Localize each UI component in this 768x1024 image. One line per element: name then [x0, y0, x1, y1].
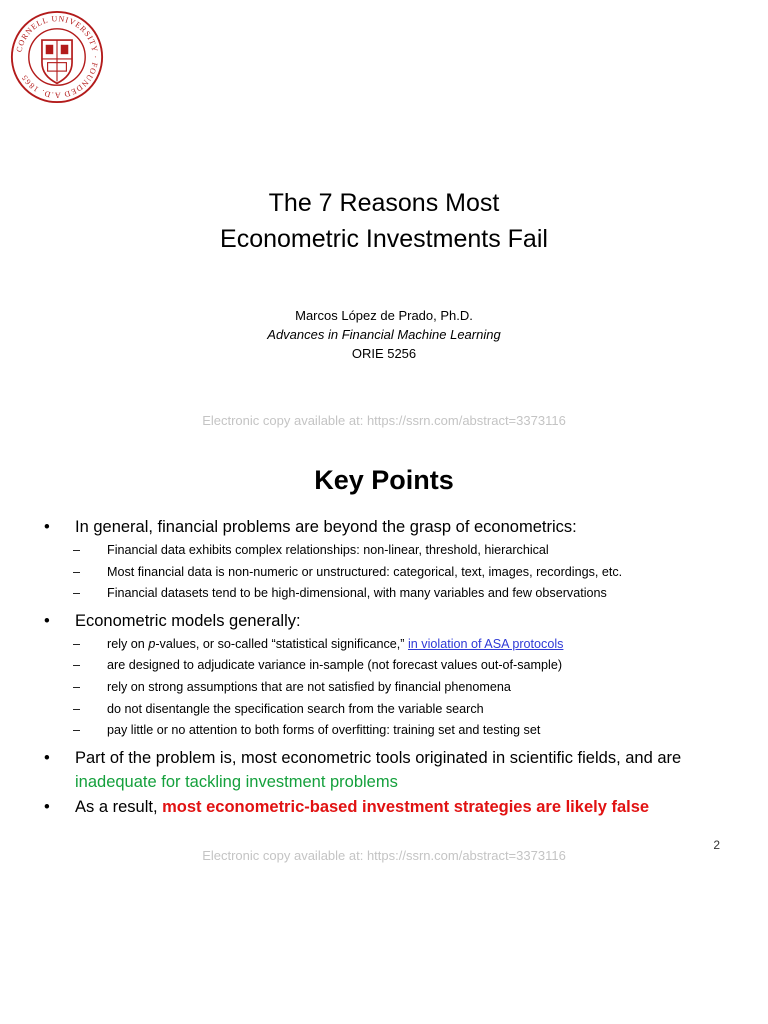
sub-bullet: – pay little or no attention to both forms of overfitting: training set and testing set	[73, 720, 724, 742]
asa-protocols-link[interactable]: in violation of ASA protocols	[408, 636, 564, 651]
sub-list-2	[75, 634, 724, 742]
bullet-point-1	[44, 515, 724, 605]
bullet-point-4	[44, 795, 724, 819]
watermark-text: Electronic copy available at: https://ssrn.com/abstract=3373116	[202, 848, 566, 863]
bullet-text: In general, financial problems are beyond the grasp of econometrics:	[75, 518, 577, 536]
highlight-red-text: most econometric-based investment strategies are likely false	[162, 797, 650, 816]
watermark-text: Electronic copy available at: https://ssrn.com/abstract=3373116	[202, 413, 566, 428]
italic-p: p	[148, 636, 156, 651]
page-number: 2	[713, 838, 720, 852]
highlight-green-text: inadequate for tackling investment problems	[75, 772, 398, 791]
sub-text: -values, or so-called “statistical significance,”	[155, 636, 408, 651]
sub-bullet: – do not disentangle the specification search from the variable search	[73, 699, 724, 721]
cornell-seal-logo	[10, 10, 104, 104]
bullet-list	[44, 515, 724, 820]
svg-text:CORNELL UNIVERSITY · FOUNDED A: CORNELL UNIVERSITY · FOUNDED A.D. 1865	[14, 14, 100, 100]
title-line-1: The 7 Reasons Most	[268, 189, 500, 217]
key-points-slide	[0, 440, 768, 863]
sub-text: rely on	[107, 636, 149, 651]
sub-bullet: – rely on strong assumptions that are not satisfied by financial phenomena	[73, 677, 724, 699]
sub-bullet	[73, 634, 724, 656]
title-slide	[0, 0, 768, 440]
bullet-point-3	[44, 746, 724, 794]
slide-heading: Key Points	[314, 465, 454, 495]
bullet-text: As a result,	[75, 797, 163, 816]
sub-bullet: – Financial datasets tend to be high-dimensional, with many variables and few observations	[73, 583, 724, 605]
bullet-text: Part of the problem is, most econometric tools originated in scientific fields, and are	[75, 748, 682, 767]
bullet-text: Econometric models generally:	[75, 611, 301, 630]
sub-bullet: – are designed to adjudicate variance in-sample (not forecast values out-of-sample)	[73, 655, 724, 677]
sub-bullet: – Financial data exhibits complex relationships: non-linear, threshold, hierarchical	[73, 540, 724, 562]
course-code: ORIE 5256	[351, 346, 417, 361]
slide-title	[0, 185, 768, 257]
author-name: Marcos López de Prado, Ph.D.	[295, 308, 473, 323]
sub-list-1	[75, 540, 724, 605]
book-title: Advances in Financial Machine Learning	[267, 327, 501, 342]
sub-bullet: – Most financial data is non-numeric or unstructured: categorical, text, images, recordings, etc.	[73, 562, 724, 584]
bullet-point-2	[44, 609, 724, 742]
title-line-2: Econometric Investments Fail	[220, 225, 548, 253]
